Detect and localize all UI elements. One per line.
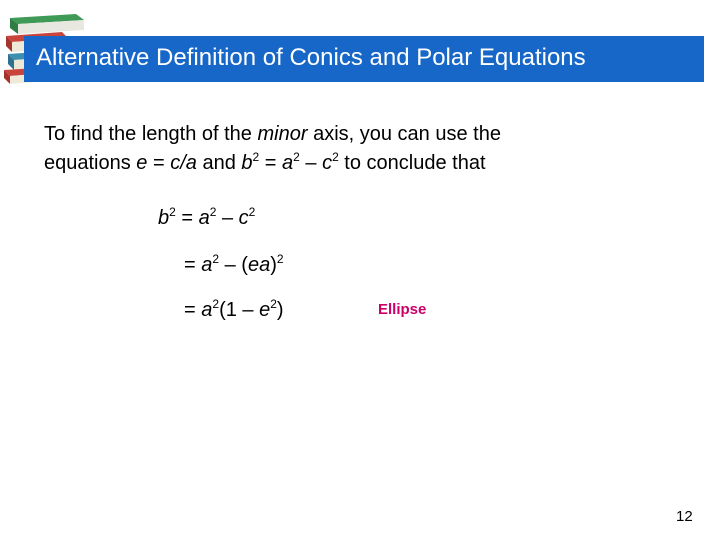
minor-word: minor [257,123,308,145]
math-var: c [238,207,249,229]
ellipse-label: Ellipse [378,301,427,318]
exponent: 2 [332,150,339,164]
intro-text: To find the length of the [44,123,258,145]
exponent: 2 [270,297,277,311]
intro-text: and [196,152,242,174]
math-var-c: c [322,152,333,174]
slide-title: Alternative Definition of Conics and Polar Equations [36,44,586,71]
math-op: = [184,299,202,321]
math-op: – [299,152,323,174]
exponent: 2 [212,252,220,266]
math-op: – [216,207,239,229]
page-number: 12 [676,508,693,525]
intro-text: equations [44,152,137,174]
math-op: = [259,152,282,174]
math-op: ) [276,299,284,321]
math-var: a [201,254,213,276]
math-op: = [147,152,171,174]
math-var-a: a [282,152,294,174]
intro-text: axis, you can use the [307,123,501,145]
equation-line-1 [158,206,255,230]
math-var-e: e [136,152,148,174]
exponent: 2 [169,205,176,219]
math-var: b [158,207,170,229]
math-op: ) [270,254,277,276]
equation-line-2 [184,253,284,277]
exponent: 2 [293,150,300,164]
math-var: ea [247,254,271,276]
math-var-ca: c/a [170,152,197,174]
math-op: – ( [219,254,248,276]
exponent: 2 [252,150,260,164]
math-op: = [175,207,199,229]
exponent: 2 [276,252,284,266]
math-var: e [259,299,271,321]
math-var: a [201,299,213,321]
exponent: 2 [209,205,217,219]
math-op: = [184,254,202,276]
math-var-b: b [241,152,253,174]
math-op: (1 – [219,299,260,321]
exponent: 2 [248,205,256,219]
intro-paragraph [44,120,684,178]
intro-text: to conclude that [338,152,486,174]
equation-line-3 [184,298,284,322]
exponent: 2 [212,297,220,311]
math-var: a [198,207,210,229]
